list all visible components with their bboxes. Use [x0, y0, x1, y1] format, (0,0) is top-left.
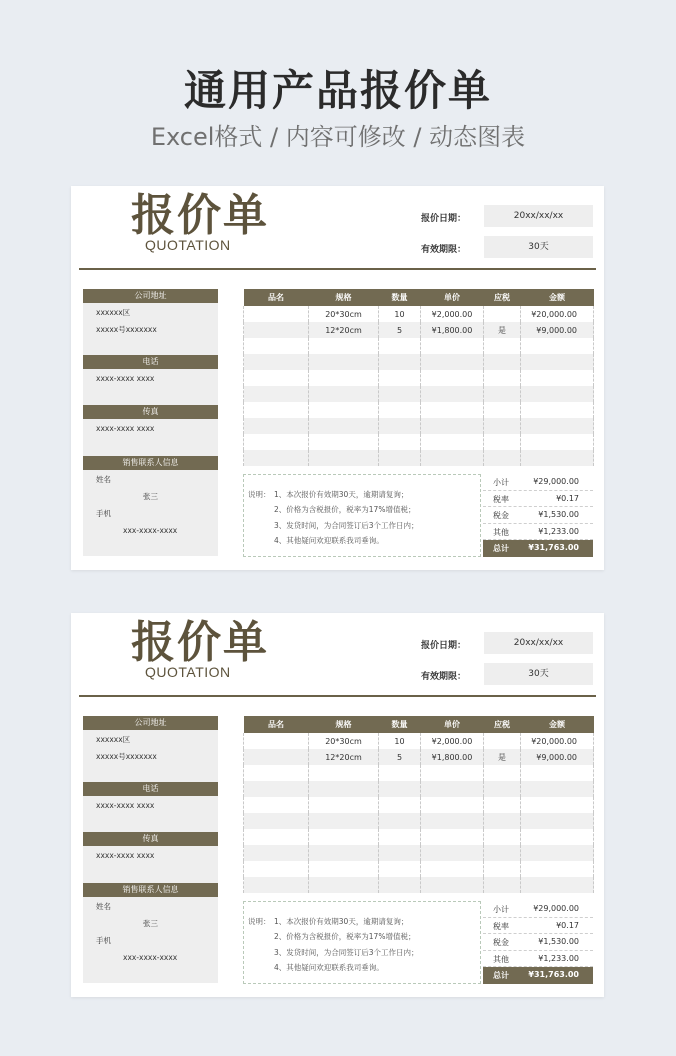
col-header-qty: 数量	[379, 289, 421, 306]
other-value: ¥1,233.00	[538, 526, 579, 536]
empty-cell[interactable]	[484, 845, 521, 861]
note-line: 2、价格为含税报价，税率为17%增值税；	[274, 932, 416, 941]
table-row-empty	[244, 813, 594, 829]
mobile-label: 手机	[96, 936, 111, 945]
table-row-empty	[244, 450, 594, 466]
table-row-empty	[244, 402, 594, 418]
tax-rate-label: 税率	[493, 921, 509, 931]
empty-cell[interactable]	[379, 861, 421, 877]
page-title: 通用产品报价单	[183, 66, 492, 115]
cell-qty[interactable]: 10	[379, 306, 421, 322]
empty-cell[interactable]	[309, 765, 379, 781]
table-header-row	[244, 289, 594, 306]
empty-cell[interactable]	[521, 418, 594, 434]
tax-amount-row[interactable]	[483, 934, 593, 951]
col-header-name: 品名	[244, 289, 309, 306]
name-label: 姓名	[96, 475, 111, 484]
empty-cell[interactable]	[379, 877, 421, 893]
table-row	[244, 306, 594, 322]
empty-cell[interactable]	[521, 797, 594, 813]
cell-spec[interactable]: 12*20cm	[309, 749, 379, 765]
phone-value: xxxx-xxxx xxxx	[96, 801, 155, 810]
tax-amount-label: 税金	[493, 938, 509, 948]
cell-qty[interactable]: 5	[379, 322, 421, 338]
empty-cell[interactable]	[309, 877, 379, 893]
empty-cell[interactable]	[309, 813, 379, 829]
items-table	[243, 716, 594, 893]
fax-cell[interactable]	[83, 846, 218, 883]
contact-cell[interactable]	[83, 470, 218, 556]
empty-cell[interactable]	[421, 418, 484, 434]
empty-cell[interactable]	[521, 370, 594, 386]
empty-cell[interactable]	[421, 765, 484, 781]
other-label: 其他	[493, 527, 509, 537]
empty-cell[interactable]	[244, 354, 309, 370]
notes-label: 说明：	[248, 917, 271, 926]
fax-cell[interactable]	[83, 419, 218, 456]
empty-cell[interactable]	[309, 370, 379, 386]
col-header-spec: 规格	[309, 716, 379, 733]
empty-cell[interactable]	[521, 402, 594, 418]
empty-cell[interactable]	[521, 877, 594, 893]
table-row-empty	[244, 434, 594, 450]
mobile-value: xxx-xxxx-xxxx	[123, 953, 178, 962]
empty-cell[interactable]	[521, 829, 594, 845]
tax-rate-value: ¥0.17	[556, 920, 579, 930]
empty-cell[interactable]	[309, 450, 379, 466]
cell-amount[interactable]: ¥9,000.00	[521, 322, 594, 338]
tax-rate-row[interactable]	[483, 491, 593, 508]
empty-cell[interactable]	[521, 354, 594, 370]
mobile-label: 手机	[96, 509, 111, 518]
empty-cell[interactable]	[309, 386, 379, 402]
phone-cell[interactable]	[83, 796, 218, 832]
empty-cell[interactable]	[421, 797, 484, 813]
empty-cell[interactable]	[521, 450, 594, 466]
address-header: 公司地址	[83, 289, 218, 303]
phone-header: 电话	[83, 782, 218, 796]
company-info-panel	[83, 716, 218, 983]
empty-cell[interactable]	[484, 813, 521, 829]
address-header: 公司地址	[83, 716, 218, 730]
table-header-row	[244, 716, 594, 733]
valid-period-field[interactable]: 30天	[484, 236, 593, 258]
cell-price[interactable]: ¥1,800.00	[421, 749, 484, 765]
empty-cell[interactable]	[379, 402, 421, 418]
cell-price[interactable]: ¥2,000.00	[421, 306, 484, 322]
cell-amount[interactable]: ¥20,000.00	[521, 733, 594, 749]
empty-cell[interactable]	[309, 797, 379, 813]
empty-cell[interactable]	[379, 845, 421, 861]
sheet-title-en: QUOTATION	[145, 664, 231, 680]
empty-cell[interactable]	[521, 434, 594, 450]
subtotal-row[interactable]	[483, 474, 593, 491]
subtotal-value: ¥29,000.00	[533, 477, 579, 486]
empty-cell[interactable]	[484, 338, 521, 354]
notes-box[interactable]	[243, 901, 481, 984]
empty-cell[interactable]	[379, 813, 421, 829]
table-row-empty	[244, 338, 594, 354]
col-header-taxable: 应税	[484, 716, 521, 733]
cell-taxable[interactable]	[484, 733, 521, 749]
page-subtitle: Excel格式 / 内容可修改 / 动态图表	[150, 123, 526, 151]
name-label: 姓名	[96, 902, 111, 911]
cell-spec[interactable]: 12*20cm	[309, 322, 379, 338]
empty-cell[interactable]	[421, 813, 484, 829]
subtotal-label: 小计	[493, 478, 509, 487]
empty-cell[interactable]	[484, 781, 521, 797]
cell-taxable[interactable]: 是	[484, 749, 521, 765]
col-header-price: 单价	[421, 716, 484, 733]
empty-cell[interactable]	[484, 402, 521, 418]
empty-cell[interactable]	[244, 450, 309, 466]
fax-header: 传真	[83, 832, 218, 846]
empty-cell[interactable]	[244, 829, 309, 845]
empty-cell[interactable]	[521, 765, 594, 781]
header-divider	[79, 695, 596, 697]
empty-cell[interactable]	[484, 765, 521, 781]
col-header-amount: 金额	[521, 716, 594, 733]
empty-cell[interactable]	[379, 434, 421, 450]
empty-cell[interactable]	[521, 386, 594, 402]
contact-cell[interactable]	[83, 897, 218, 983]
fax-value: xxxx-xxxx xxxx	[96, 424, 155, 433]
fax-value: xxxx-xxxx xxxx	[96, 851, 155, 860]
empty-cell[interactable]	[484, 829, 521, 845]
valid-period-label: 有效期限：	[421, 672, 467, 682]
quotation-sheet-copy	[71, 613, 604, 997]
address-line-1: xxxxxx区	[96, 735, 131, 744]
table-row	[244, 749, 594, 765]
empty-cell[interactable]	[379, 797, 421, 813]
empty-cell[interactable]	[244, 418, 309, 434]
table-row-empty	[244, 418, 594, 434]
empty-cell[interactable]	[379, 450, 421, 466]
note-line: 1、本次报价有效期30天，逾期请复询；	[274, 490, 409, 499]
empty-cell[interactable]	[309, 354, 379, 370]
table-row	[244, 322, 594, 338]
note-line: 3、发货时间，为合同签订后3个工作日内；	[274, 521, 419, 530]
empty-cell[interactable]	[379, 370, 421, 386]
col-header-taxable: 应税	[484, 289, 521, 306]
empty-cell[interactable]	[379, 354, 421, 370]
notes-label: 说明：	[248, 490, 271, 499]
other-row[interactable]	[483, 524, 593, 541]
table-row-empty	[244, 781, 594, 797]
empty-cell[interactable]	[244, 402, 309, 418]
empty-cell[interactable]	[379, 765, 421, 781]
tax-amount-value: ¥1,530.00	[538, 937, 579, 947]
empty-cell[interactable]	[244, 861, 309, 877]
address-line-2: xxxxx号xxxxxxx	[96, 325, 157, 334]
empty-cell[interactable]	[309, 418, 379, 434]
empty-cell[interactable]	[379, 418, 421, 434]
note-line: 3、发货时间，为合同签订后3个工作日内；	[274, 948, 419, 957]
tax-rate-value: ¥0.17	[556, 493, 579, 503]
cell-taxable[interactable]: 是	[484, 322, 521, 338]
empty-cell[interactable]	[244, 797, 309, 813]
empty-cell[interactable]	[244, 765, 309, 781]
tax-amount-row[interactable]	[483, 507, 593, 524]
address-line-2: xxxxx号xxxxxxx	[96, 752, 157, 761]
note-line: 4、其他疑问欢迎联系我司垂询。	[274, 963, 384, 972]
other-row[interactable]	[483, 951, 593, 968]
empty-cell[interactable]	[379, 829, 421, 845]
empty-cell[interactable]	[244, 434, 309, 450]
tax-rate-row[interactable]	[483, 918, 593, 935]
empty-cell[interactable]	[521, 813, 594, 829]
empty-cell[interactable]	[484, 434, 521, 450]
cell-spec[interactable]: 20*30cm	[309, 306, 379, 322]
header-divider	[79, 268, 596, 270]
subtotal-row[interactable]	[483, 901, 593, 918]
table-row-empty	[244, 845, 594, 861]
quote-date-field[interactable]: 20xx/xx/xx	[484, 632, 593, 654]
valid-period-field[interactable]: 30天	[484, 663, 593, 685]
col-header-qty: 数量	[379, 716, 421, 733]
empty-cell[interactable]	[309, 861, 379, 877]
empty-cell[interactable]	[484, 370, 521, 386]
sheet-title: 报价单	[131, 617, 269, 668]
company-info-panel	[83, 289, 218, 556]
cell-qty[interactable]: 5	[379, 749, 421, 765]
tax-amount-label: 税金	[493, 511, 509, 521]
empty-cell[interactable]	[421, 877, 484, 893]
col-header-spec: 规格	[309, 289, 379, 306]
empty-cell[interactable]	[421, 370, 484, 386]
empty-cell[interactable]	[521, 781, 594, 797]
phone-cell[interactable]	[83, 369, 218, 405]
empty-cell[interactable]	[309, 434, 379, 450]
empty-cell[interactable]	[484, 797, 521, 813]
empty-cell[interactable]	[244, 845, 309, 861]
total-value: ¥31,763.00	[528, 970, 579, 980]
empty-cell[interactable]	[309, 402, 379, 418]
note-line: 4、其他疑问欢迎联系我司垂询。	[274, 536, 384, 545]
empty-cell[interactable]	[484, 354, 521, 370]
empty-cell[interactable]	[421, 861, 484, 877]
table-row-empty	[244, 354, 594, 370]
empty-cell[interactable]	[309, 829, 379, 845]
total-label: 总计	[493, 971, 509, 981]
cell-amount[interactable]: ¥9,000.00	[521, 749, 594, 765]
empty-cell[interactable]	[421, 402, 484, 418]
totals-panel	[483, 901, 593, 984]
cell-qty[interactable]: 10	[379, 733, 421, 749]
empty-cell[interactable]	[484, 386, 521, 402]
totals-panel	[483, 474, 593, 557]
contact-header: 销售联系人信息	[83, 883, 218, 897]
quotation-sheet	[71, 186, 604, 570]
fax-header: 传真	[83, 405, 218, 419]
name-value: 张三	[143, 492, 158, 501]
table-row-empty	[244, 861, 594, 877]
address-line-1: xxxxxx区	[96, 308, 131, 317]
cell-price[interactable]: ¥2,000.00	[421, 733, 484, 749]
tax-amount-value: ¥1,530.00	[538, 510, 579, 520]
cell-spec[interactable]: 20*30cm	[309, 733, 379, 749]
empty-cell[interactable]	[244, 386, 309, 402]
empty-cell[interactable]	[379, 338, 421, 354]
sheet-title: 报价单	[131, 190, 269, 241]
table-row-empty	[244, 877, 594, 893]
empty-cell[interactable]	[309, 781, 379, 797]
table-row-empty	[244, 797, 594, 813]
table-row-empty	[244, 765, 594, 781]
quote-date-label: 报价日期：	[421, 641, 467, 651]
empty-cell[interactable]	[379, 781, 421, 797]
empty-cell[interactable]	[421, 781, 484, 797]
mobile-value: xxx-xxxx-xxxx	[123, 526, 178, 535]
subtotal-label: 小计	[493, 905, 509, 914]
notes-box[interactable]	[243, 474, 481, 557]
empty-cell[interactable]	[244, 813, 309, 829]
empty-cell[interactable]	[244, 877, 309, 893]
total-row[interactable]	[483, 540, 593, 557]
subtotal-value: ¥29,000.00	[533, 904, 579, 913]
empty-cell[interactable]	[484, 877, 521, 893]
phone-header: 电话	[83, 355, 218, 369]
tax-rate-label: 税率	[493, 494, 509, 504]
cell-price[interactable]: ¥1,800.00	[421, 322, 484, 338]
empty-cell[interactable]	[421, 338, 484, 354]
contact-header: 销售联系人信息	[83, 456, 218, 470]
phone-value: xxxx-xxxx xxxx	[96, 374, 155, 383]
address-cell[interactable]	[83, 730, 218, 782]
total-value: ¥31,763.00	[528, 543, 579, 553]
empty-cell[interactable]	[244, 781, 309, 797]
total-row[interactable]	[483, 967, 593, 984]
cell-name[interactable]	[244, 322, 309, 338]
table-row-empty	[244, 829, 594, 845]
cell-amount[interactable]: ¥20,000.00	[521, 306, 594, 322]
empty-cell[interactable]	[421, 450, 484, 466]
note-line: 1、本次报价有效期30天，逾期请复询；	[274, 917, 409, 926]
empty-cell[interactable]	[309, 845, 379, 861]
name-value: 张三	[143, 919, 158, 928]
other-value: ¥1,233.00	[538, 953, 579, 963]
valid-period-label: 有效期限：	[421, 245, 467, 255]
sheet-title-en: QUOTATION	[145, 237, 231, 253]
empty-cell[interactable]	[244, 338, 309, 354]
empty-cell[interactable]	[484, 450, 521, 466]
note-line: 2、价格为含税报价，税率为17%增值税；	[274, 505, 416, 514]
empty-cell[interactable]	[521, 845, 594, 861]
cell-taxable[interactable]	[484, 306, 521, 322]
empty-cell[interactable]	[244, 370, 309, 386]
col-header-price: 单价	[421, 289, 484, 306]
empty-cell[interactable]	[421, 354, 484, 370]
total-label: 总计	[493, 544, 509, 554]
empty-cell[interactable]	[421, 845, 484, 861]
table-row-empty	[244, 370, 594, 386]
other-label: 其他	[493, 954, 509, 964]
col-header-name: 品名	[244, 716, 309, 733]
empty-cell[interactable]	[379, 386, 421, 402]
empty-cell[interactable]	[521, 861, 594, 877]
empty-cell[interactable]	[421, 386, 484, 402]
cell-name[interactable]	[244, 749, 309, 765]
col-header-amount: 金额	[521, 289, 594, 306]
cell-name[interactable]	[244, 733, 309, 749]
items-table	[243, 289, 594, 466]
address-cell[interactable]	[83, 303, 218, 355]
empty-cell[interactable]	[521, 338, 594, 354]
empty-cell[interactable]	[421, 829, 484, 845]
quote-date-label: 报价日期：	[421, 214, 467, 224]
table-row-empty	[244, 386, 594, 402]
empty-cell[interactable]	[309, 338, 379, 354]
cell-name[interactable]	[244, 306, 309, 322]
empty-cell[interactable]	[421, 434, 484, 450]
table-row	[244, 733, 594, 749]
quote-date-field[interactable]: 20xx/xx/xx	[484, 205, 593, 227]
empty-cell[interactable]	[484, 418, 521, 434]
empty-cell[interactable]	[484, 861, 521, 877]
